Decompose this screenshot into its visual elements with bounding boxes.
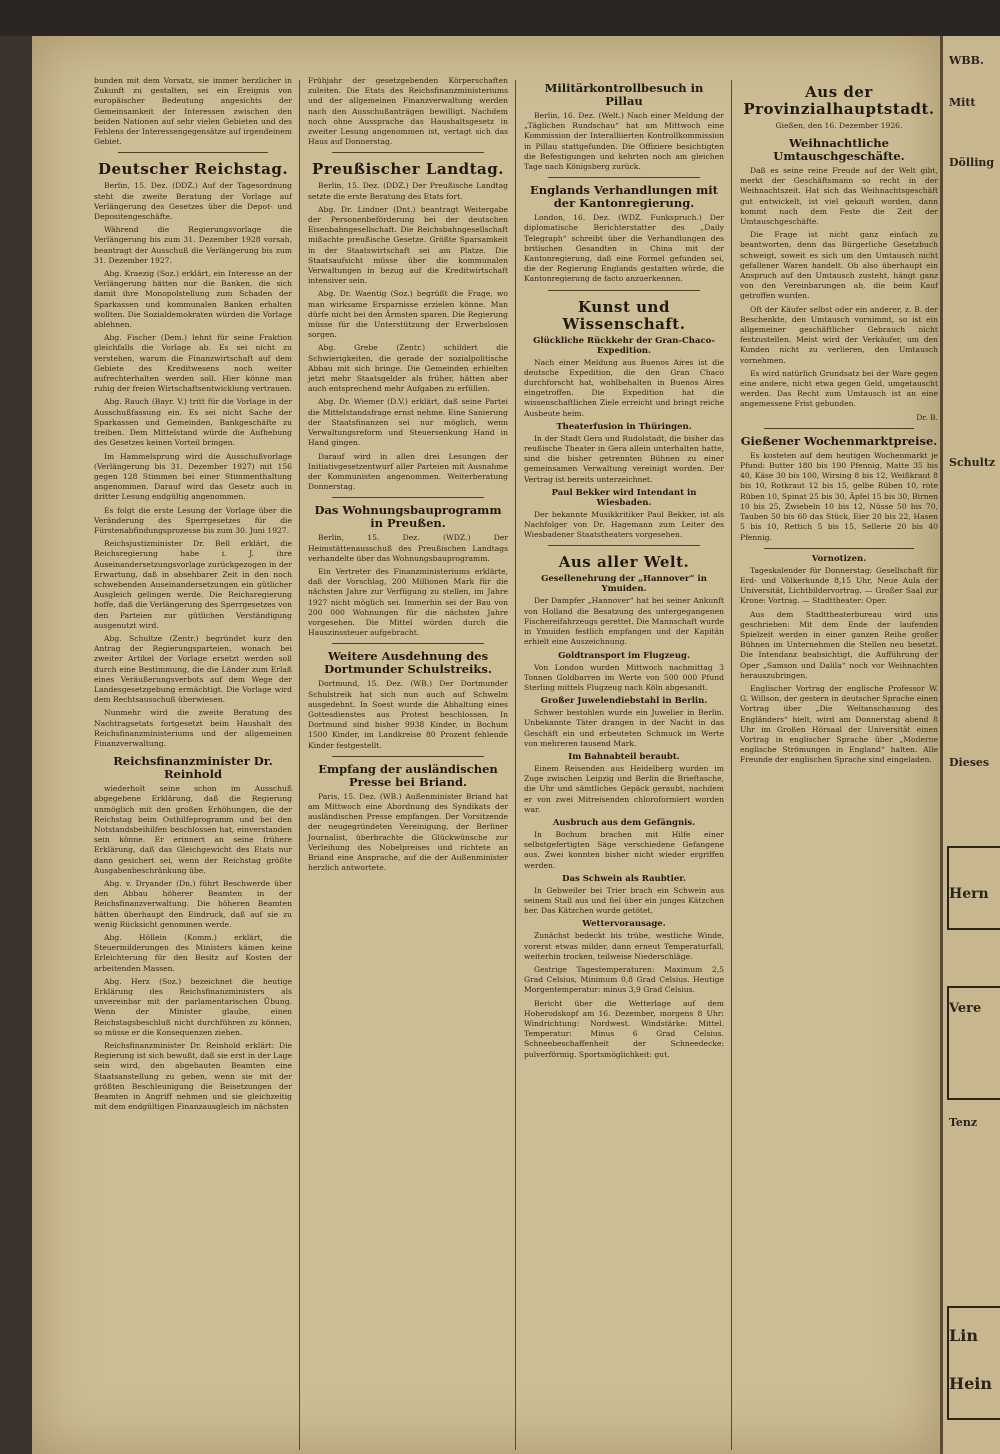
headline-provinzialhauptstadt: Aus der Provinzialhauptstadt. [743, 83, 935, 118]
paragraph: Der Dampfer „Hannover“ hat bei seiner Ankunft von Holland die Besatzung des untergegangenen Fischereifahrzeugs gerettet. Die Mannschaft wurde in Ymuiden festlich empfangen und der Kapitän erhielt eine Auszeichnung. [524, 596, 724, 647]
headline-wohnungsbau: Das Wohnungsbauprogramm in Preußen. [314, 503, 502, 531]
paragraph: Im Hammelsprung wird die Ausschußvorlage (Verlängerung bis 31. Dezember 1927) mit 156 gegen 128 Stimmen bei einer Stimmenthaltung angenommen. Darauf wird das Gesetz auch in dritter Lesung endgültig angenommen. [94, 451, 292, 502]
column-rule [731, 80, 732, 1450]
separator-line [332, 497, 484, 498]
separator-line [332, 152, 484, 153]
page-fragment-text: Mitt [949, 96, 976, 109]
paragraph: Von London wurden Mittwoch nachmittag 3 Tonnen Goldbarren im Werte von 500 000 Pfund Sterling mittels Flugzeug nach Köln abgesandt. [524, 662, 724, 692]
headline-kanton: Englands Verhandlungen mit der Kantonregierung. [530, 183, 718, 211]
paragraph: In Bochum brachen mit Hilfe einer selbstgefertigten Säge verschiedene Gefangene aus. Zwei konnten bisher nicht wieder ergriffen werden. [524, 829, 724, 870]
paragraph: Der bekannte Musikkritiker Paul Bekker, ist als Nachfolger von Dr. Hagemann zum Leiter des Wiesbadener Staatstheaters vorgesehen. [524, 509, 724, 540]
column-rule [515, 80, 516, 1450]
paragraph: In Gebweiler bei Trier brach ein Schwein aus seinem Stall aus und fiel über ein junges Kätzchen her. Das Kätzchen wurde getötet. [524, 885, 724, 916]
column-1 [88, 36, 298, 1454]
page-fragment-text: WBB. [949, 54, 984, 67]
subheadline: Theaterfusion in Thüringen. [556, 421, 692, 432]
separator-line [548, 290, 700, 291]
page-fragment-text: Dieses [949, 756, 990, 769]
paragraph: Es folgt die erste Lesung der Vorlage über die Veränderung des Sperrgesetzes für die Fürstenabfindungsprozesse bis zum 30. Juni 1927. [94, 505, 292, 535]
paragraph: Schwer bestohlen wurde ein Juwelier in Berlin. Unbekannte Täter drangen in der Nacht in das Geschäft ein und erbeuteten Schmuck im Werte von mehreren tausend Mark. [524, 708, 724, 748]
headline-wochenmarkt: Gießener Wochenmarktpreise. [740, 433, 938, 448]
paragraph: Ein Vertreter des Finanzministeriums erklärte, daß der Vorschlag, 200 Millionen Mark für die nächsten Jahre zur Verfügung zu stellen, im Jahre 1927 nicht möglich sei. Immerhin sei der Bau von 200 000 Wohnungen für die nächsten Jahre vorgesehen. Die Mittel würden durch die Hauszinssteuer aufgebracht. [308, 566, 508, 638]
paragraph: Abg. Dr. Waentig (Soz.) begrüßt die Frage, wo man wirksame Ersparnisse erzielen könne. Man dürfe nicht bei den Ärmsten sparen. Die Regierung müsse für die Unterstützung der Erwerbslosen sorgen. [308, 289, 508, 340]
headline-landtag: Preußischer Landtag. [312, 160, 504, 179]
headline-aus-aller-welt: Aus aller Welt. [558, 553, 690, 572]
page-fragment-text: Hein [949, 1374, 993, 1393]
subheadline: Glückliche Rückkehr der Gran-Chaco-Expedition. [533, 335, 715, 356]
headline-umtausch: Weihnachtliche Umtauschgeschäfte. [773, 136, 905, 163]
binding-spine [0, 36, 32, 1454]
paragraph: Abg. Dr. Wiemer (D.V.) erklärt, daß seine Partei die Mittelstandsfrage ernst nehme. Eine Sanierung der Staatsfinanzen sei nur möglich, wenn Verwaltungsreform und Steuersenkung Hand in Hand gingen. [308, 397, 508, 448]
paragraph: Abg. Fischer (Dem.) lehnt für seine Fraktion gleichfalls die Vorlage ab. Es sei nicht zu verstehen, warum die Finanzwirtschaft auf dem Gebiete des Kreditwesens noch weiter aufrechterhalten werden soll. Hier könne man ruhig der freien Wirtschaftsentwicklung vertrauen. [94, 333, 292, 394]
paragraph: In der Stadt Gera und Rudolstadt, die bisher das reußische Theater in Gera allein unterhalten hatte, sind die bisher getrennten Bühnen zu einer gemeinsamen Verwaltung vereinigt worden. Der Vertrag ist bereits unterzeichnet. [524, 433, 724, 484]
paragraph: Abg. Kraezig (Soz.) erklärt, ein Interesse an der Verlängerung hätten nur die Banken, die sich damit ihre Monopolstellung zum Schaden der Sparkassen und kommunalen Banken erhalten wollten. Die Sozialdemokraten würden die Vorlage ablehnen. [94, 269, 292, 330]
subheadline: Goldtransport im Flugzeug. [558, 650, 690, 661]
page-fragment-text: Vere [949, 1001, 982, 1016]
subheadline: Paul Bekker wird Intendant in Wiesbaden. [551, 487, 697, 508]
dateline: London, 16. Dez. (WDZ. Funkspruch.) Der diplomatische Berichterstatter des „Daily Telegraph“ schreibt über die Verhandlungen des britischen Gesandten in China mit der Kantonregierung, daß eine Formel gefunden sei, die der Regierung Englands gestatten würde, die Kantonregierung de facto anzuerkennen. [524, 213, 724, 284]
paragraph: Abg. Höllein (Komm.) erklärt, die Steuermilderungen des Ministers kämen keine Erleichterung für den Besitz auf Kosten der arbeitenden Massen. [94, 933, 292, 973]
paragraph: Darauf wird in allen drei Lesungen der Initiativgesetzentwurf aller Parteien mit Ausnahme der Kommunisten angenommen. Weiterberatung Donnerstag. [308, 451, 508, 492]
paragraph: Einem Reisenden aus Heidelberg wurden im Zuge zwischen Leipzig und Berlin die Brieftasche, die Uhr und sämtliches Gepäck geraubt, nachdem er von zwei Mitreisenden chloroformiert worden war. [524, 763, 724, 814]
advertisement-box [947, 1306, 1000, 1420]
subheadline: Großer Juwelendiebstahl in Berlin. [540, 696, 708, 707]
separator-line [332, 643, 484, 644]
paragraph: Während die Regierungsvorlage die Verlängerung bis zum 31. Dezember 1928 vorsah, beantragt der Ausschuß die Verlängerung bis zum 31. Dezember 1927. [94, 225, 292, 265]
subheadline: Das Schwein als Raubtier. [562, 873, 686, 884]
dateline: Berlin, 15. Dez. (DDZ.) Auf der Tagesordnung steht die zweite Beratung der Vorlage auf Verlängerung des Gesetzes über die Depot- und Depositengeschäfte. [94, 181, 292, 222]
separator-line [118, 152, 268, 153]
headline-pillau: Militärkontrollbesuch in Pillau [544, 81, 704, 108]
paragraph: Abg. Dr. Lindner (Dnt.) beantragt Weitergabe der Personenbeförderung bei der deutschen Eisenbahngesellschaft. Die Reichsbahngesellschaft mißachte preußische Gesetze. Größte Sparsamkeit in der Staatswirtschaft sei am Platze. Die Staatsaufsicht müsse über die kommunalen Verwaltungen in bezug auf die Kreditwirtschaft intensiver sein. [308, 204, 508, 286]
page-fragment-text: Hern [949, 886, 989, 902]
paragraph: Es kosteten auf dem heutigen Wochenmarkt je Pfund: Butter 180 bis 190 Pfennig, Matte 35 bis 40, Käse 30 bis 100, Wirsing 8 bis 12, Weißkraut 8 bis 10, Rotkraut 12 bis 15, gelbe Rüben 10, rote Rüben 10, Spinat 25 bis 30, Äpfel 15 bis 30, Birnen 10 bis 25, Zwiebeln 10 bis 12, Nüsse 50 bis 70, Tauben 50 bis 60 das Stück, Eier 20 bis 22, Hasen 5 bis 10, Rettich 5 bis 15, Sellerie 20 bis 40 Pfennig. [740, 450, 938, 542]
subheadline: Im Bahnabteil beraubt. [568, 751, 680, 762]
article-continuation: bunden mit dem Vorsatz, sie immer herzlicher in Zukunft zu gestalten, sei ein Ereignis von europäischer Bedeutung angesichts der Gemeinsamkeit der Interessen zwischen den beiden Nationen auf sehr vielen Gebieten und des Fehlens der Interessengegensätze auf irgendeinem Gebiet. [94, 76, 292, 147]
paragraph: Reichsfinanzminister Dr. Reinhold erklärt: Die Regierung ist sich bewußt, daß sie erst in der Lage sein wird, den abgebauten Beamten eine Staatsanstellung zu geben, wenn sie mit der größten Beschleunigung die Beisetzungen der Beamten in Angriff nehmen und sie gleichzeitig mit dem endgültigen Finanzausgleich im nächsten [94, 1041, 292, 1112]
paragraph: Die Frage ist nicht ganz einfach zu beantworten, denn das Bürgerliche Gesetzbuch schweigt, soweit es sich um den Umtausch nicht gefallener Waren handelt. Ob also überhaupt ein Anspruch auf den Umtausch zusteht, hängt ganz von den Vereinbarungen ab, die beim Kauf getroffen wurden. [740, 230, 938, 301]
column-2 [302, 36, 514, 1454]
dateline: Paris, 15. Dez. (WB.) Außenminister Briand hat am Mittwoch eine Abordnung des Syndikats der ausländischen Presse empfangen. Der Vorsitzende der neugegründeten Vereinigung, der Berliner Journalist, überbrachte die Glückwünsche zur Verleihung des Nobelpreises und richtete an Briand eine Ansprache, auf die der Außenminister herzlich antwortete. [308, 791, 508, 873]
paragraph: Abg. Rauch (Bayr. V.) tritt für die Vorlage in der Ausschußfassung ein. Es sei nicht Sache der Sparkassen und Gemeinden, Bankgeschäfte zu treiben. Dem Mittelstand würde die Aufhebung des Gesetzes keinen Vorteil bringen. [94, 397, 292, 448]
dateline: Berlin, 16. Dez. (Welt.) Nach einer Meldung der „Täglichen Rundschau“ hat am Mittwoch eine Kommission der Interalliierten Kontrollkommission in Pillau stattgefunden. Die Offiziere besichtigten die Befestigungen und kehrten noch am gleichen Tage nach Königsberg zurück. [524, 111, 724, 172]
column-rule [299, 80, 300, 1450]
page-fragment-text: Schultz [949, 456, 996, 469]
separator-line [764, 548, 914, 549]
separator-line [332, 756, 484, 757]
paragraph: Zunächst bedeckt bis trübe, westliche Winde, vorerst etwas milder, dann erneut Temperaturfall, weiterhin trocken, teilweise Niederschläge. [524, 931, 724, 961]
paragraph: Daß es seine reine Freude auf der Welt gibt, merkt der Geschäftsmann so recht in der Weihnachtszeit. Hat sich das Weihnachtsgeschäft gut entwickelt, ist viel gekauft worden, dann kommt nach dem Feste die Zeit der Umtauschgeschäfte. [740, 166, 938, 227]
headline-dortmund: Weitere Ausdehnung des Dortmunder Schulstreiks. [324, 649, 492, 677]
paragraph: Englischer Vortrag der englische Professor W. G. Willson, der gestern in deutscher Sprache einen Vortrag über „Die Weltanschauung des Engländers“ hielt, wird am Donnerstag abend 8 Uhr im Großen Hörsaal der Universität einen Vortrag in englischer Sprache über „Moderne englische Strömungen in England“ halten. Alle Freunde der englischen Sprache sind eingeladen. [740, 683, 938, 765]
paragraph: Es wird natürlich Grundsatz bei der Ware gegen eine andere, nicht etwa gegen Geld, umgetauscht werden. Das Recht zum Umtausch ist an eine angemessene Frist gebunden. [740, 368, 938, 409]
separator-line [764, 428, 914, 429]
column-3 [518, 36, 730, 1454]
headline-reinhold: Reichsfinanzminister Dr. Reinhold [113, 754, 273, 782]
article-continuation: Frühjahr der gesetzgebenden Körperschaften zuleiten. Die Etats des Reichsfinanzministeriums und der allgemeinen Finanzverwaltung werden nach den Ausschußanträgen bewilligt. Nachdem noch ohne Aussprache das Haushaltsgesetz in zweiter Lesung angenommen ist, vertagt sich das Haus auf Donnerstag. [308, 76, 508, 147]
column-4 [734, 36, 944, 1454]
paragraph: Abg. Schultze (Zentr.) begründet kurz den Antrag der Regierungsparteien, wonach bei zweiter Artikel der Vorlage ersetzt werden soll durch eine Bestimmung, die die Länder zum Erlaß eines Veräußerungsverbots auf dem Wege der Landesgesetzgebung ermächtigt. Die Vorlage wird dem Rechtsausschuß überwiesen. [94, 633, 292, 705]
paragraph: Bericht über die Wetterlage auf dem Hoherodskopf am 16. Dezember, morgens 8 Uhr: Windrichtung: Nordwest. Windstärke: Mittel. Temperatur: Minus 6 Grad Celsius. Schneebeschaffenheit der Schneedecke: pulverförmig. Sportsmöglichkeit: gut. [524, 998, 724, 1059]
paragraph: Oft der Käufer selbst oder ein anderer, z. B. der Beschenkte, den Umtausch vornimmt, so ist ein allgemeiner geschäftlicher Gebrauch nicht festzustellen. Meist wird der Verkäufer, um den Kunden nicht zu verlieren, den Umtausch vornehmen. [740, 304, 938, 365]
paragraph: wiederholt seine schon im Ausschuß abgegebene Erklärung, daß die Regierung unmöglich mit den großen Erhöhungen, die der Reichstag beim Osthilfeprogramm und bei den Notstandsbeihilfen beschlossen hat, einverstanden sein könne. Er erinnert an seine frühere Erklärung, daß das Gleichgewicht des Etats nur dann gesichert sei, wenn der Reichstag größte Ausgabenbeschränkung übe. [94, 784, 292, 875]
author-signature: Dr. B. [916, 412, 938, 422]
dateline: Berlin, 15. Dez. (WDZ.) Der Heimstättenausschuß des Preußischen Landtags verhandelte über das Wohnungsbauprogramm. [308, 533, 508, 563]
headline-kunst: Kunst und Wissenschaft. [562, 297, 686, 333]
dateline: Berlin, 15. Dez. (DDZ.) Der Preußische Landtag setzte die erste Beratung des Etats fort. [308, 181, 508, 201]
page-fragment-text: Dölling [949, 156, 995, 169]
page-fragment-text: Tenz [949, 1116, 978, 1129]
page-fragment-text: Lin [949, 1326, 978, 1345]
paragraph: Gestrige Tagestemperaturen: Maximum 2,5 Grad Celsius, Minimum 0,8 Grad Celsius. Heutige Morgentemperatur: minus 3,9 Grad Celsius. [524, 964, 724, 995]
paragraph: Abg. Herz (Soz.) bezeichnet die heutige Erklärung des Reichsfinanzministers als unvereinbar mit der parlamentarischen Übung. Wenn der Minister glaube, einen Reichstagsbeschluß nicht durchführen zu können, so müsse er die Konsequenzen ziehen. [94, 976, 292, 1037]
dateline: Gießen, den 16. Dezember 1926. [775, 121, 903, 130]
subheadline: Ausbruch aus dem Gefängnis. [552, 817, 696, 828]
subheadline-vornotizen: Vornotizen. [811, 553, 867, 564]
paragraph: Reichsjustizminister Dr. Bell erklärt, die Reichsregierung habe i. J. ihre Auseinandersetzungsvorlage zurückgezogen in der Erwartung, daß in absehbarer Zeit in den noch schwebenden Auseinandersetzungen ein gütlicher Ausgleich gelingen werde. Die Reichsregierung hoffe, daß die Verlängerung des Sperrgesetzes von den Parteien zur gütlichen Verständigung ausgenutzt wird. [94, 539, 292, 630]
newspaper-page [32, 36, 940, 1454]
separator-line [548, 545, 700, 546]
paragraph: Nach einer Meldung aus Buenos Aires ist die deutsche Expedition, die den Gran Chaco durchforscht hat, wohlbehalten in Buenos Aires eingetroffen. Die Expedition hat die wissenschaftlichen Ziele erreicht und bringt reiche Ausbeute heim. [524, 357, 724, 418]
paragraph: Nunmehr wird die zweite Beratung des Nachtragsetats fortgesetzt beim Haushalt des Reichsfinanzministeriums und der allgemeinen Finanzverwaltung. [94, 708, 292, 748]
next-page-edge [940, 36, 1000, 1454]
paragraph: Abg. v. Dryander (Dn.) führt Beschwerde über den Abbau höherer Beamten in der Reichsfinanzverwaltung. Die höheren Beamten hätten überhaupt den Eindruck, daß auf sie zu wenig Rücksicht genommen werde. [94, 879, 292, 929]
headline-briand: Empfang der ausländischen Presse bei Briand. [318, 761, 498, 789]
separator-line [548, 177, 700, 178]
subheadline-wetter: Wettervorausage. [582, 919, 666, 930]
paragraph: Aus dem Stadttheaterbureau wird uns geschrieben: Mit dem Ende der laufenden Spielzeit werden in einer ganzen Reihe großer Bühnen im Unternehmen die Stellen neu besetzt. Die Intendanz beabsichtigt, die Aufführung der Oper „Samson und Dalila“ noch vor Weihnachten herauszubringen. [740, 609, 938, 680]
headline-reichstag: Deutscher Reichstag. [97, 160, 289, 179]
paragraph: Abg. Grebe (Zentr.) schildert die Schwierigkeiten, die gerade der sozialpolitische Abbau mit sich bringe. Die Gemeinden erhielten jetzt mehr Staatsgelder als früher, hätten aber auch entsprechend mehr Aufgaben zu erfüllen. [308, 343, 508, 394]
subheadline: Gesellenehrung der „Hannover“ in Ymuiden. [541, 574, 707, 595]
paragraph: Tageskalender für Donnerstag: Gesellschaft für Erd- und Völkerkunde 8,15 Uhr, Neue Aula der Universität, Lichtbildervortrag. — Großer Saal zur Krone: Vortrag. — Stadttheater: Oper. [740, 565, 938, 606]
dateline: Dortmund, 15. Dez. (WB.) Der Dortmunder Schulstreik hat sich nun auch auf Schwelm ausgedehnt. In Soest wurde die Abhaltung eines Gottesdienstes aus Protest beschlossen. In Dortmund sind bisher 9938 Kinder, in Bochum 1500 Kinder, im Landkreise 80 Prozent fehlende Kinder festgestellt. [308, 679, 508, 750]
